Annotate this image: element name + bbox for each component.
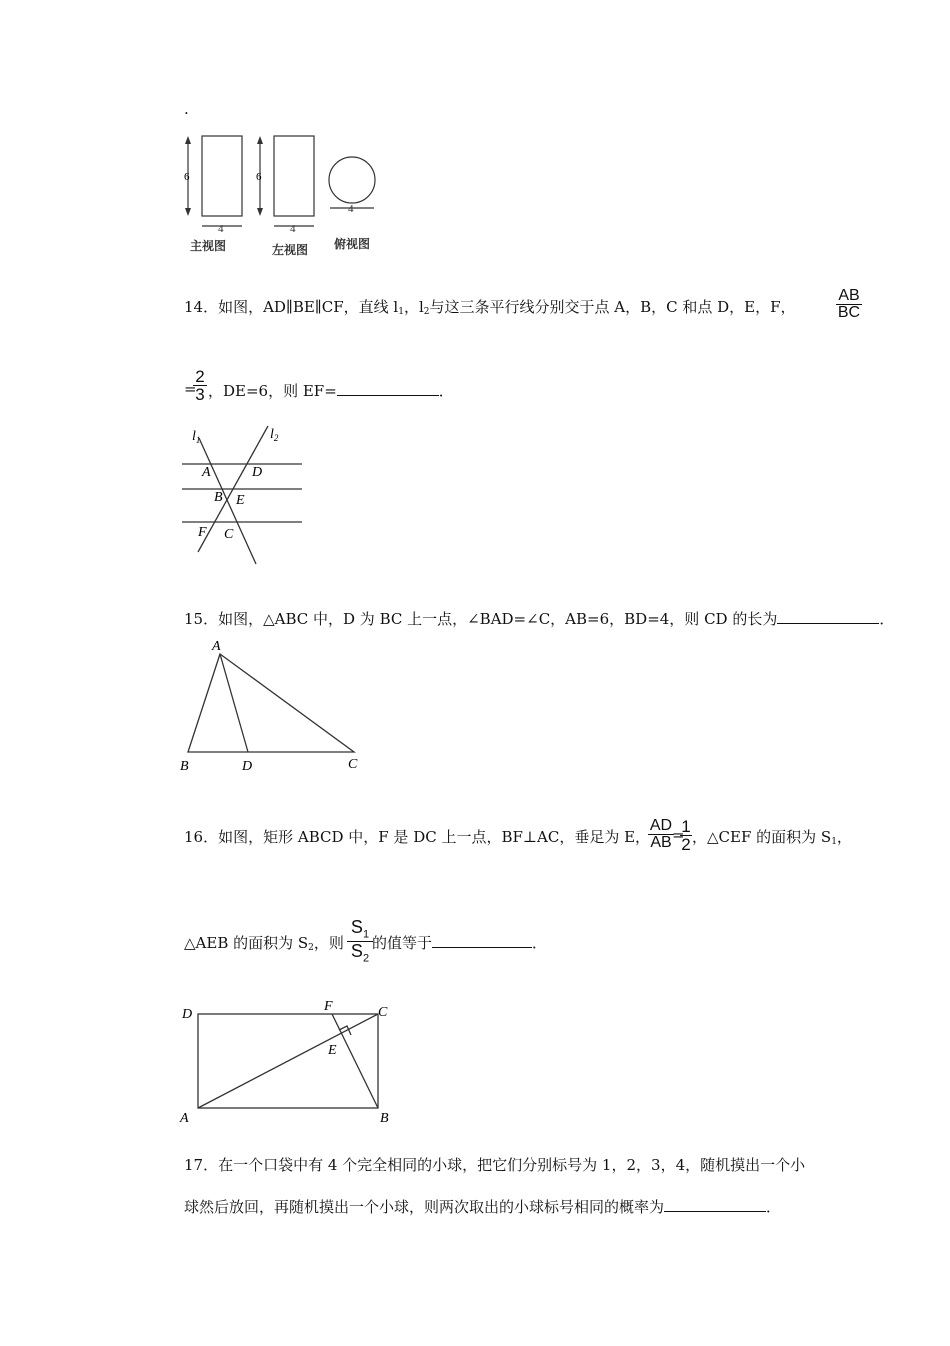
q16-fraction-ad-ab: AD AB: [649, 817, 673, 851]
top-view-circle: [329, 157, 375, 203]
front-view-caption: 主视图: [190, 239, 227, 253]
top-view-caption: 俯视图: [334, 237, 371, 251]
q16-line1-rest: ，△CEF 的面积为 $S_1$，: [692, 828, 852, 847]
label-a: A: [212, 639, 221, 654]
q16-line1: 16．如图，矩形 ABCD 中，F 是 DC 上一点，BF⊥AC，垂足为 E，: [184, 828, 651, 846]
q14-fraction-ab-bc: AB BC: [837, 287, 861, 321]
q14-line2: ，DE=6，则 EF= ．: [208, 382, 454, 400]
segment-ad: [220, 654, 248, 752]
left-view-caption: 左视图: [272, 243, 309, 257]
label-a: A: [180, 1111, 189, 1126]
left-width-label: 4: [290, 223, 296, 235]
label-l1: $l_1$: [192, 429, 201, 445]
q16-equals: =: [672, 826, 685, 844]
left-view-rect: [274, 136, 314, 216]
left-height-label: 6: [256, 171, 262, 183]
q14-line1: 14．如图，AD∥BE∥CF，直线 $l_1$，$l_2$与这三条平行线分别交于点 A，B，C 和点 D，E，F，: [184, 298, 796, 317]
label-d: D: [252, 465, 263, 480]
q14-equals: =: [184, 380, 197, 398]
q16-line2-rest: 的值等于 ．: [372, 934, 548, 952]
q15-answer-blank[interactable]: [777, 623, 879, 624]
label-b: B: [380, 1111, 389, 1126]
front-view-rect: [202, 136, 242, 216]
q17-answer-blank[interactable]: [664, 1211, 766, 1212]
q17-line1: 17．在一个口袋中有 4 个完全相同的小球，把它们分别标号为 1，2，3，4，随机摸出一个小: [184, 1156, 806, 1174]
label-c: C: [378, 1005, 388, 1020]
top-width-label: 4: [348, 203, 354, 215]
label-f: F: [324, 999, 333, 1014]
q17-line2: 球然后放回，再随机摸出一个小球，则两次取出的小球标号相同的概率为 ．: [184, 1198, 782, 1216]
q16-fraction-1-2: 1 2: [681, 817, 691, 854]
label-d: D: [242, 759, 253, 774]
label-e: E: [236, 493, 245, 508]
label-b: B: [214, 490, 223, 505]
q14-fraction-2-3: 2 3: [193, 368, 207, 403]
q14-answer-blank[interactable]: [337, 395, 439, 396]
q16-answer-blank[interactable]: [432, 947, 532, 948]
segment-bf: [332, 1014, 378, 1108]
label-c: C: [348, 757, 358, 772]
label-d: D: [182, 1007, 193, 1022]
q15-text: 15．如图，△ABC 中，D 为 BC 上一点，∠BAD=∠C，AB=6，BD=4，则 CD 的长为 ．: [184, 610, 895, 628]
front-width-label: 4: [218, 223, 224, 235]
diagonal-ac: [198, 1014, 378, 1108]
front-height-label: 6: [184, 171, 190, 183]
q14-parallel-lines-figure: [178, 424, 308, 569]
label-f: F: [198, 525, 207, 540]
triangle-abc: [188, 654, 354, 752]
q15-triangle-figure: [176, 634, 366, 776]
q16-line2-start: △AEB 的面积为 $S_2$，则: [184, 934, 344, 953]
line-l1: [199, 438, 256, 564]
leading-dot: .: [184, 100, 189, 118]
label-b: B: [180, 759, 189, 774]
label-c: C: [224, 527, 234, 542]
label-e: E: [328, 1043, 337, 1058]
label-a: A: [202, 465, 211, 480]
q16-rectangle-figure: [176, 996, 398, 1126]
three-views-figure: [180, 128, 390, 263]
label-l2: $l_2$: [270, 427, 279, 443]
q16-fraction-s1-s2: $S_1$ $S_2$: [347, 918, 373, 964]
